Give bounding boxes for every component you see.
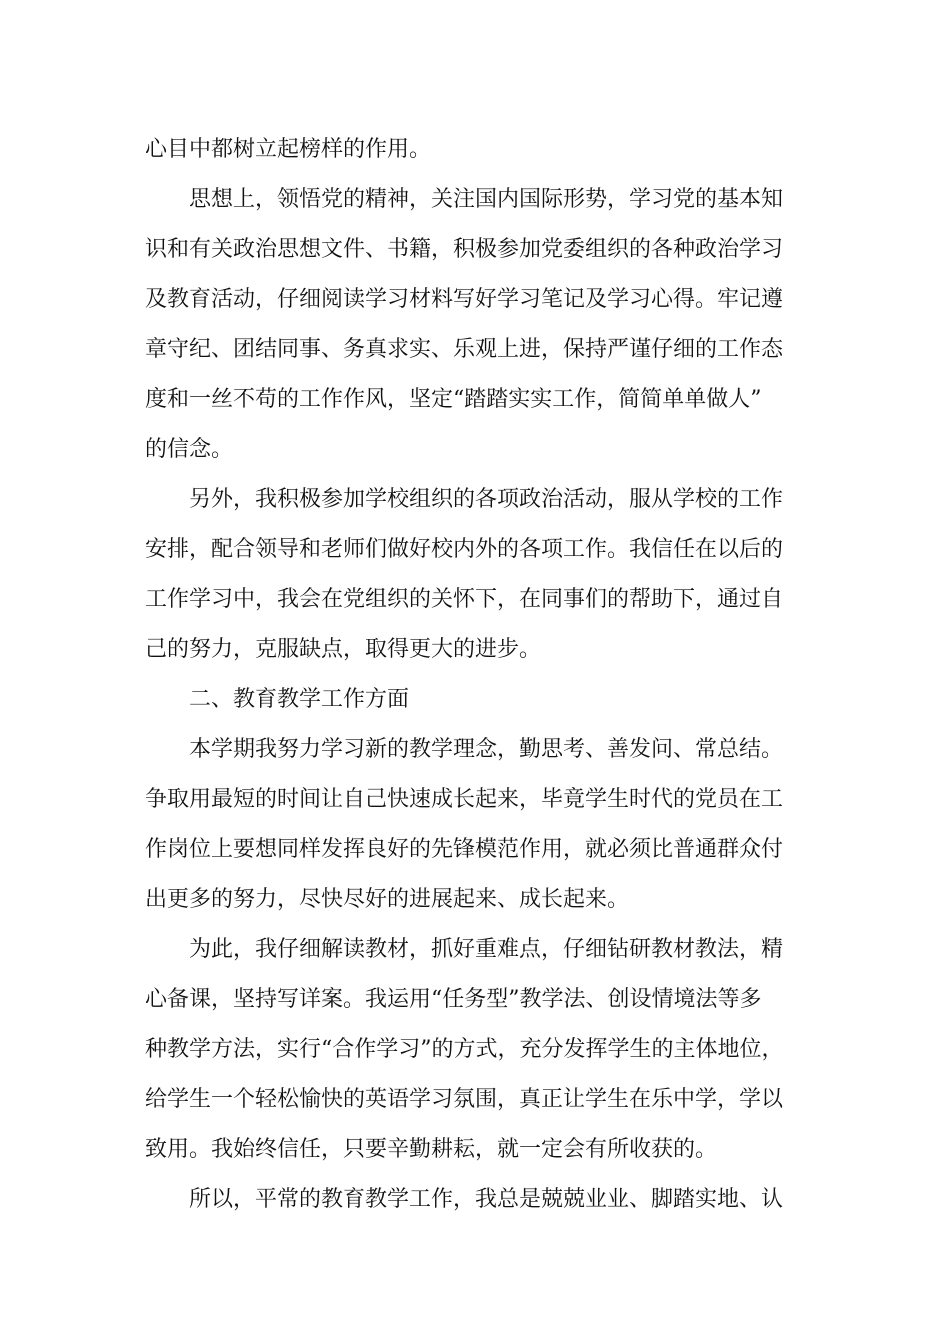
text-line: 度和一丝不苟的工作作风，坚定“踏踏实实工作，简简单单做人”: [145, 387, 762, 412]
text-line: 安排，配合领导和老师们做好校内外的各项工作。我信任在以后的: [145, 537, 784, 562]
text-line: 章守纪、团结同事、务真求实、乐观上进，保持严谨仔细的工作态: [145, 337, 784, 362]
text-line: 识和有关政治思想文件、书籍，积极参加党委组织的各种政治学习: [145, 237, 784, 262]
text-line: 给学生一个轻松愉快的英语学习氛围，真正让学生在乐中学，学以: [145, 1087, 784, 1112]
text-line: 另外，我积极参加学校组织的各项政治活动，服从学校的工作: [189, 487, 784, 512]
text-line: 所以，平常的教育教学工作，我总是兢兢业业、脚踏实地、认: [189, 1187, 784, 1212]
text-line: 本学期我努力学习新的教学理念，勤思考、善发问、常总结。: [189, 737, 784, 762]
text-line: 及教育活动，仔细阅读学习材料写好学习笔记及学习心得。牢记遵: [145, 287, 784, 312]
text-line: 种教学方法，实行“合作学习”的方式，充分发挥学生的主体地位，: [145, 1037, 784, 1062]
text-line: 心目中都树立起榜样的作用。: [145, 137, 432, 162]
text-line: 己的努力，克服缺点，取得更大的进步。: [145, 637, 542, 662]
text-line: 致用。我始终信任，只要辛勤耕耘，就一定会有所收获的。: [145, 1137, 718, 1162]
text-line: 出更多的努力，尽快尽好的进展起来、成长起来。: [145, 887, 630, 912]
text-line: 的信念。: [145, 437, 234, 462]
text-line: 作岗位上要想同样发挥良好的先锋模范作用，就必须比普通群众付: [145, 837, 784, 862]
document-body: [145, 125, 815, 1225]
text-line: 争取用最短的时间让自己快速成长起来，毕竟学生时代的党员在工: [145, 787, 784, 812]
text-line: 心备课，坚持写详案。我运用“任务型”教学法、创设情境法等多: [145, 987, 762, 1012]
text-line: 为此，我仔细解读教材，抓好重难点，仔细钻研教材教法，精: [189, 937, 784, 962]
text-line: 思想上，领悟党的精神，关注国内国际形势，学习党的基本知: [189, 187, 784, 212]
text-line: 二、教育教学工作方面: [189, 687, 410, 712]
text-line: 工作学习中，我会在党组织的关怀下，在同事们的帮助下，通过自: [145, 587, 784, 612]
